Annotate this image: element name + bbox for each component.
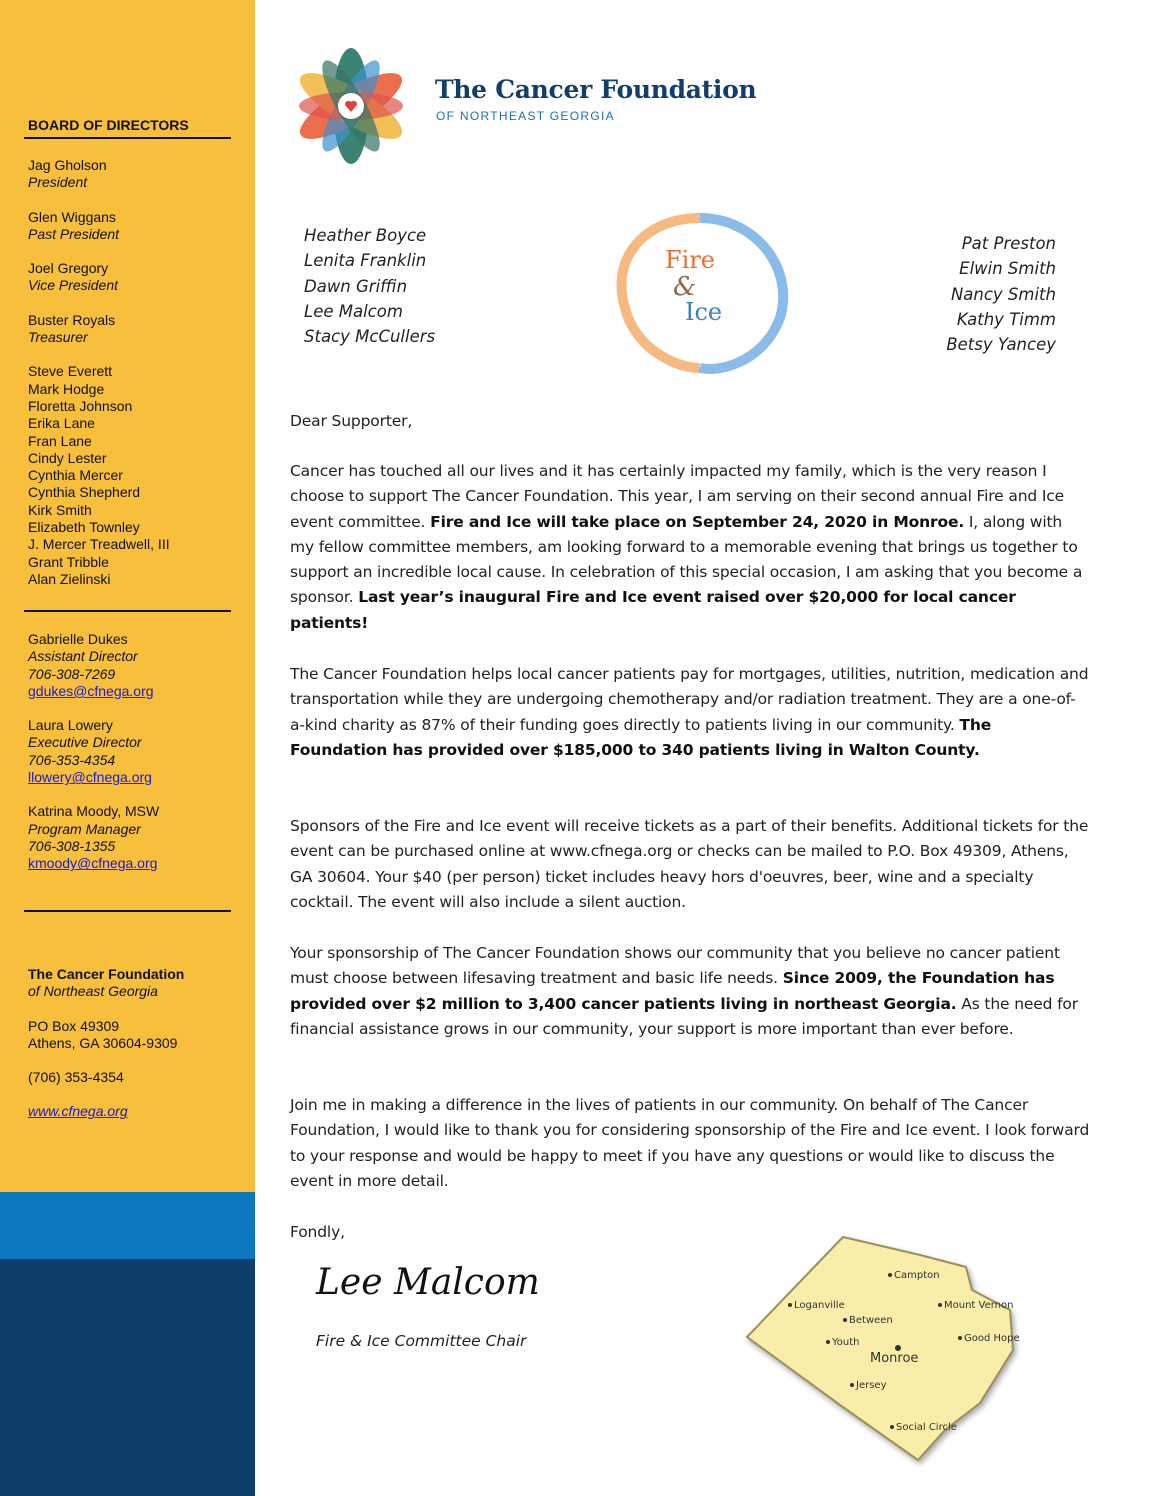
committee-member: Pat Preston: [961, 234, 1056, 253]
org-title: The Cancer Foundation: [435, 75, 757, 104]
staff-email-link[interactable]: gdukes@cfnega.org: [28, 682, 154, 699]
town-label: Jersey: [856, 1380, 887, 1391]
staff-role: Executive Director: [28, 734, 142, 751]
town-dot: [826, 1340, 830, 1344]
town-label: Good Hope: [964, 1333, 1020, 1344]
board-member: Steve Everett: [28, 363, 113, 380]
text: The Cancer Foundation helps local cancer patients pay for mortgages, utilities, nutrition, medication and transportation while they are undergoing chemotherapy and/or radiation treatment. They are a one-of-a-kind charity as 87% of their funding goes directly to patients living in our community.: [290, 665, 1089, 734]
committee-member: Betsy Yancey: [946, 335, 1056, 355]
phone: (706) 353-4354: [28, 1069, 124, 1086]
committee-member: Stacy McCullers: [304, 327, 436, 347]
staff-entry: [28, 631, 159, 700]
bold-text: The Foundation has provided over $185,000 to 340 patients living in Walton County.: [290, 715, 992, 759]
staff-name: Katrina Moody, MSW: [28, 803, 160, 820]
committee-member: Elwin Smith: [959, 259, 1056, 279]
officer-role: Treasurer: [28, 329, 88, 346]
closing: Fondly,: [290, 1223, 345, 1241]
officers: [28, 157, 170, 588]
officer-role: Vice President: [28, 277, 119, 294]
paragraph-2: [290, 662, 1090, 763]
smoke-ring-icon: [605, 208, 797, 378]
officer-name: Jag Gholson: [28, 157, 107, 173]
board-member: Kirk Smith: [28, 501, 92, 518]
committee-member: Heather Boyce: [304, 226, 427, 245]
town-label: Monroe: [870, 1351, 919, 1366]
bold-text: Fire and Ice will take place on September 24, 2020 in Monroe.: [430, 512, 965, 531]
town-dot: [890, 1425, 894, 1429]
town-label: Youth: [832, 1337, 860, 1348]
town-label: Mount Vernon: [944, 1300, 1014, 1311]
board-member: Cynthia Mercer: [28, 467, 123, 484]
board-member: Grant Tribble: [28, 553, 109, 570]
fire-ice-logo: [605, 208, 797, 378]
committee-left: [304, 223, 435, 349]
board-members: [28, 363, 170, 588]
signer-title: Fire & Ice Committee Chair: [316, 1332, 527, 1350]
letter-greeting: Dear Supporter,: [290, 412, 413, 430]
org-contact: [28, 966, 184, 1121]
staff-name: Laura Lowery: [28, 717, 113, 734]
text: As the need for financial assistance grows in our community, your support is more important than ever before.: [290, 994, 1078, 1038]
town-label: Social Circle: [896, 1422, 957, 1433]
staff-entry: [28, 717, 159, 786]
divider: [24, 610, 231, 612]
org-sub: of Northeast Georgia: [28, 983, 158, 1000]
staff-email-link[interactable]: kmoody@cfnega.org: [28, 855, 158, 872]
sidebar-blue-band: [0, 1192, 255, 1259]
board-member: Cindy Lester: [28, 449, 107, 466]
staff-role: Assistant Director: [28, 648, 138, 665]
town-dot: [850, 1383, 854, 1387]
committee-member: Nancy Smith: [950, 284, 1056, 304]
sidebar-navy-band: [0, 1259, 255, 1496]
divider: [24, 910, 231, 912]
board-member: Cynthia Shepherd: [28, 484, 141, 501]
org-name: The Cancer Foundation: [28, 966, 185, 982]
walton-county-map: [740, 1230, 1040, 1480]
board-member: Alan Zielinski: [28, 570, 111, 587]
org-subtitle: OF NORTHEAST GEORGIA: [436, 109, 615, 123]
bold-text: Since 2009, the Foundation has provided over $2 million to 3,400 cancer patients living in northeast Georgia.: [290, 969, 1055, 1013]
board-member: Mark Hodge: [28, 380, 105, 397]
board-member: Erika Lane: [28, 415, 95, 432]
board-member: J. Mercer Treadwell, III: [28, 536, 170, 553]
fire-text: Fire: [665, 246, 716, 274]
officer-name: Buster Royals: [28, 311, 116, 328]
bold-text: Last year’s inaugural Fire and Ice event raised over $20,000 for local cancer patients!: [290, 588, 1016, 632]
committee-member: Lenita Franklin: [304, 251, 427, 271]
town-dot: [788, 1303, 792, 1307]
signature: Lee Malcom: [316, 1262, 540, 1303]
town-label: Campton: [894, 1270, 940, 1281]
officer-name: Glen Wiggans: [28, 208, 116, 225]
paragraph-5: Join me in making a difference in the lives of patients in our community. On behalf of The Cancer Foundation, I would like to thank you for considering sponsorship of the Fire and Ice event. I look forward to your response and would be happy to meet if you have any questions or would like to discuss the event in more detail.: [290, 1096, 1090, 1190]
divider: [24, 137, 231, 139]
board-heading: BOARD OF DIRECTORS: [28, 117, 189, 133]
officer-role: President: [28, 174, 88, 191]
ampersand: &: [673, 272, 697, 302]
ice-text: Ice: [685, 298, 723, 326]
board-member: Fran Lane: [28, 432, 92, 449]
text: Cancer has touched all our lives and it has certainly impacted my family, which is the very reason I choose to support The Cancer Foundation. This year, I am serving on their second annual Fire and Ice event committee.: [290, 462, 1065, 531]
town-dot: [888, 1273, 892, 1277]
board-member: Elizabeth Townley: [28, 519, 140, 536]
staff-role: Program Manager: [28, 820, 141, 837]
paragraph-3: Sponsors of the Fire and Ice event will receive tickets as a part of their benefits. Additional tickets for the event can be purchased online at www.cfnega.org or checks can be mailed to P.O. Box 49309, Athens, GA 30604. Your $40 (per person) ticket includes heavy hors d'oeuvres, beer, wine and a specialty cocktail. The event will also include a silent auction.: [290, 817, 1089, 911]
text: Your sponsorship of The Cancer Foundation shows our community that you believe no cancer patient must choose between lifesaving treatment and basic life needs.: [290, 944, 1060, 988]
town-label: Loganville: [794, 1300, 845, 1311]
town-dot: [938, 1303, 942, 1307]
town-label: Between: [849, 1315, 893, 1326]
staff-name: Gabrielle Dukes: [28, 631, 128, 647]
staff-phone: 706-308-1355: [28, 837, 116, 854]
committee-member: Lee Malcom: [304, 301, 403, 321]
city: Athens, GA 30604-9309: [28, 1034, 178, 1051]
officer-name: Joel Gregory: [28, 260, 109, 277]
committee-member: Dawn Griffin: [304, 276, 408, 296]
paragraph-4: [290, 941, 1090, 1042]
website-link[interactable]: www.cfnega.org: [28, 1103, 128, 1120]
staff-phone: 706-308-7269: [28, 665, 116, 682]
paragraph-1: [290, 459, 1090, 636]
board-member: Floretta Johnson: [28, 397, 133, 414]
foundation-logo-icon: [285, 42, 417, 170]
staff-entry: [28, 803, 159, 872]
staff-email-link[interactable]: llowery@cfnega.org: [28, 769, 152, 786]
committee-right: [946, 231, 1056, 357]
staff-list: [28, 631, 159, 873]
po-box: PO Box 49309: [28, 1017, 120, 1034]
text: I, along with my fellow committee members, am looking forward to a memorable evening that brings us together to support an incredible local cause. In celebration of this special occasion, I am asking that you become a sponsor.: [290, 512, 1083, 607]
officer-role: Past President: [28, 225, 120, 242]
town-dot: [958, 1336, 962, 1340]
staff-phone: 706-353-4354: [28, 751, 116, 768]
committee-member: Kathy Timm: [956, 309, 1056, 329]
town-dot: [843, 1318, 847, 1322]
